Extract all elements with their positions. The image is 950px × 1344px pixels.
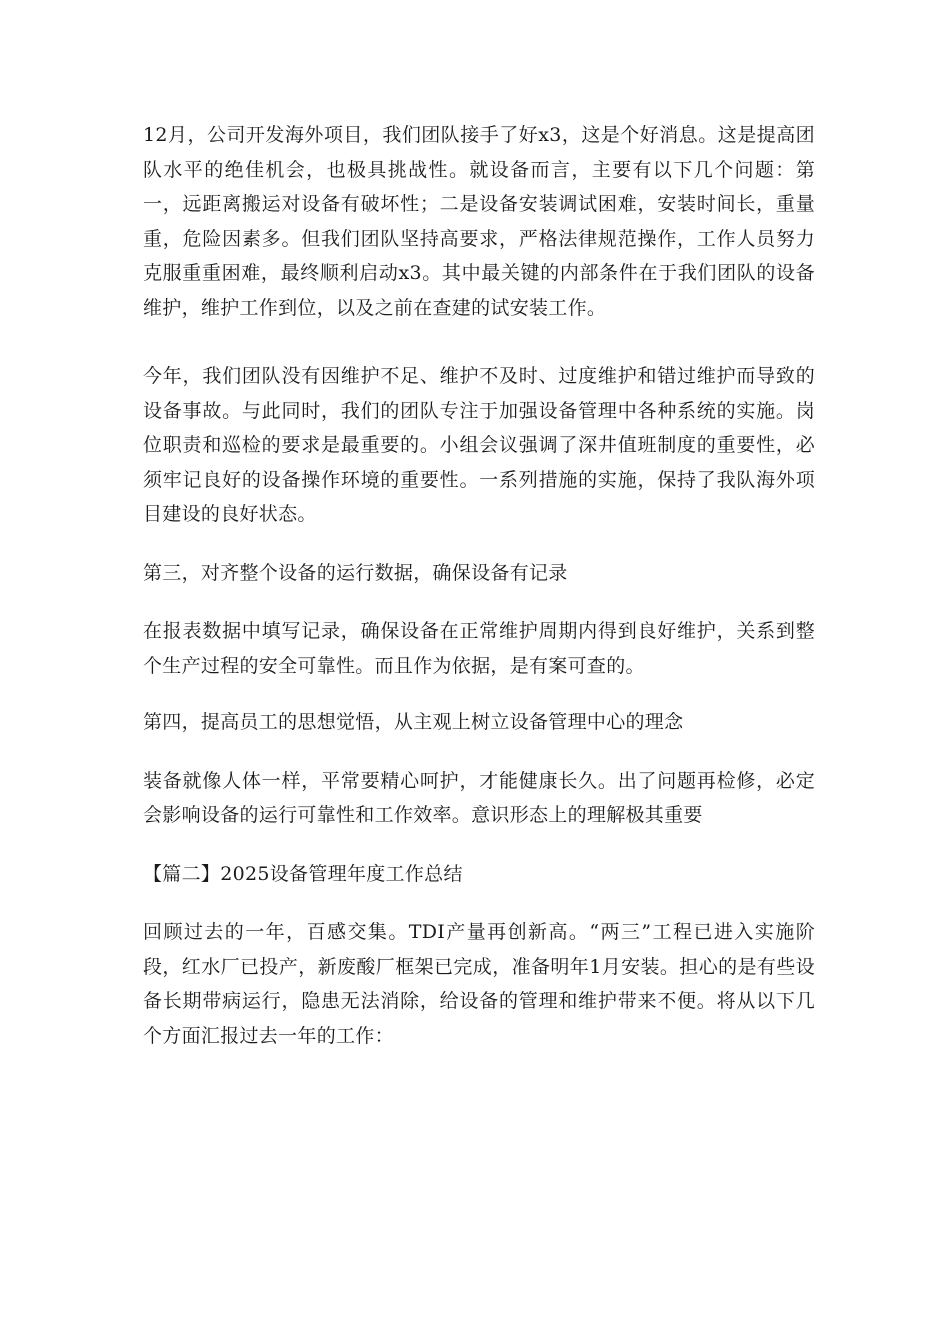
document-body <box>143 118 815 1053</box>
section-heading-fourth: 第四，提高员工的思想觉悟，从主观上树立设备管理中心的理念 <box>143 711 684 733</box>
paragraph-records: 在报表数据中填写记录，确保设备在正常维护周期内得到良好维护，关系到整个生产过程的安全可靠性。而且作为依据，是有案可查的。 <box>143 620 815 677</box>
paragraph-year-review: 回顾过去的一年，百感交集。TDI产量再创新高。“两三”工程已进入实施阶段，红水厂已投产，新废酸厂框架已完成，准备明年1月安装。担心的是有些设备长期带病运行，隐患无法消除，给设备的管理和维护带来不便。将从以下几个方面汇报过去一年的工作： <box>143 921 815 1047</box>
article-heading-part-two: 【篇二】2025设备管理年度工作总结 <box>143 862 463 885</box>
section-heading-third: 第三，对齐整个设备的运行数据，确保设备有记录 <box>143 561 568 584</box>
paragraph-overseas-project: 12月，公司开发海外项目，我们团队接手了好x3，这是个好消息。这是提高团队水平的绝佳机会，也极具挑战性。就设备而言，主要有以下几个问题：第一，远距离搬运对设备有破坏性；二是设备安装调试困难，安装时间长，重量重，危险因素多。但我们团队坚持高要求，严格法律规范操作，工作人员努力克服重重困难，最终顺利启动x3。其中最关键的内部条件在于我们团队的设备维护，维护工作到位，以及之前在查建的试安装工作。 <box>143 124 815 319</box>
paragraph-no-accidents: 今年，我们团队没有因维护不足、维护不及时、过度维护和错过维护而导致的设备事故。与此同时，我们的团队专注于加强设备管理中各种系统的实施。岗位职责和巡检的要求是最重要的。小组会议强调了深井值班制度的重要性，必须牢记良好的设备操作环境的重要性。一系列措施的实施，保持了我队海外项目建设的良好状态。 <box>143 365 815 525</box>
paragraph-equipment-care: 装备就像人体一样，平常要精心呵护，才能健康长久。出了问题再检修，必定会影响设备的运行可靠性和工作效率。意识形态上的理解极其重要 <box>143 769 815 826</box>
